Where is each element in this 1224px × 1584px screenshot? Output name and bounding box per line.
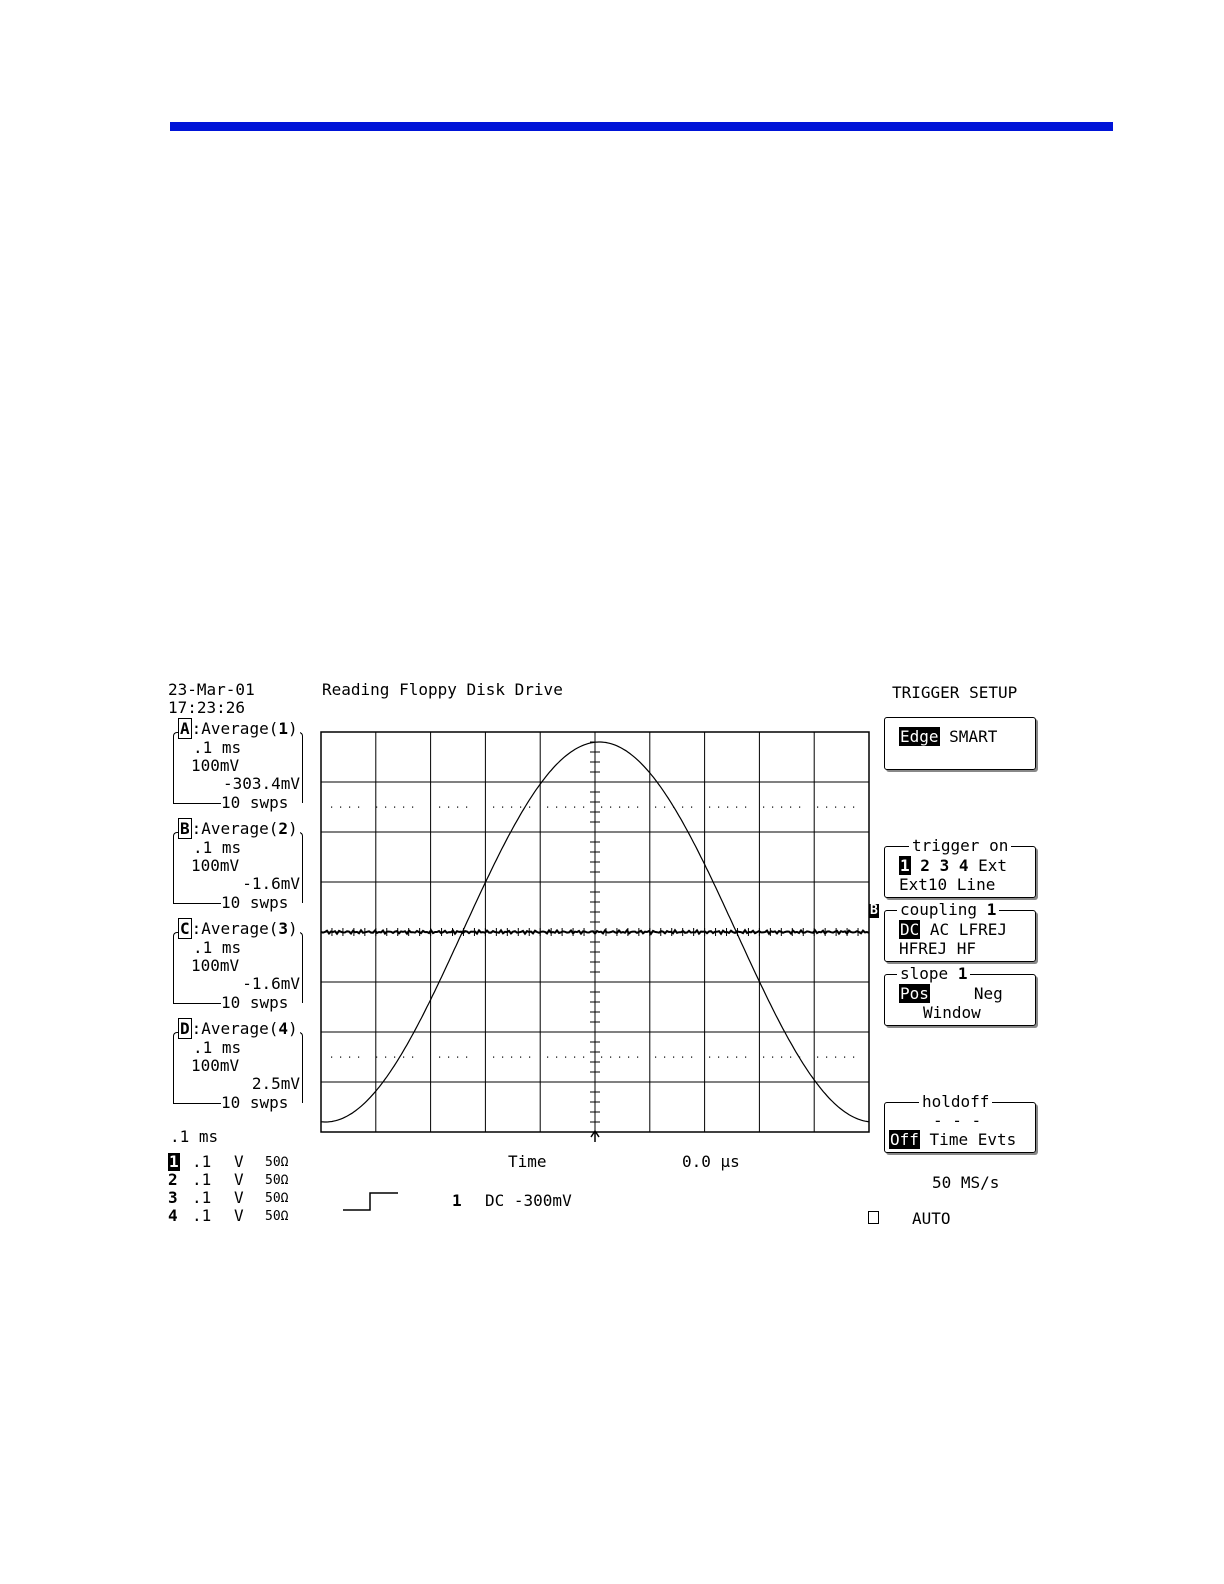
ref-dot	[610, 807, 611, 808]
channel-scale: .1	[192, 1170, 212, 1189]
ref-dot	[529, 1057, 530, 1058]
ref-dot	[385, 1057, 386, 1058]
ref-dot	[547, 1057, 548, 1058]
source-4-option[interactable]: 4	[958, 856, 969, 875]
slope-menu[interactable]	[884, 964, 1036, 1026]
ref-dot	[655, 807, 656, 808]
ref-dot	[790, 807, 791, 808]
trace-value: -1.6mV	[242, 974, 300, 993]
ref-dot	[772, 1057, 773, 1058]
ref-dot	[439, 1057, 440, 1058]
trigger-on-line2[interactable]: Ext10 Line	[899, 875, 996, 894]
trigger-sources[interactable]	[899, 857, 1007, 875]
trace-sweeps: 10 swps	[221, 793, 289, 812]
ref-dot	[664, 1057, 665, 1058]
trace-value: -1.6mV	[242, 874, 300, 893]
ref-dot	[574, 807, 575, 808]
trace-id: B	[180, 819, 190, 838]
waveform-grid[interactable]	[320, 722, 870, 1142]
source-3-option[interactable]: 3	[939, 856, 950, 875]
trace-function: :Average(	[191, 819, 279, 838]
ref-dot	[835, 1057, 836, 1058]
trace-value: -303.4mV	[222, 774, 300, 793]
ref-dot	[457, 807, 458, 808]
holdoff-value: - - -	[933, 1111, 982, 1130]
ref-dot	[448, 807, 449, 808]
ref-dot	[583, 807, 584, 808]
ref-dot	[520, 807, 521, 808]
edge-option[interactable]: Edge	[900, 727, 939, 746]
ref-dot	[628, 1057, 629, 1058]
header-rule	[170, 122, 1113, 131]
trace-sweeps: 10 swps	[221, 893, 289, 912]
ref-dot	[583, 1057, 584, 1058]
trigger-on-label: trigger on	[909, 838, 1011, 854]
coupling-line2[interactable]: HFREJ HF	[899, 939, 977, 958]
ref-dot	[628, 807, 629, 808]
coupling-channel: 1	[986, 900, 997, 919]
slope-label: slope	[900, 964, 949, 983]
ref-dot	[358, 807, 359, 808]
ref-dot	[709, 807, 710, 808]
ref-dot	[619, 1057, 620, 1058]
channel-impedance: 50Ω	[265, 1155, 289, 1170]
channel-scale: .1	[192, 1206, 212, 1225]
slope-channel: 1	[957, 964, 968, 983]
ref-dot	[718, 1057, 719, 1058]
channel-impedance: 50Ω	[265, 1209, 289, 1224]
trace-id: C	[180, 919, 190, 938]
ref-dot	[799, 807, 800, 808]
ref-dot	[529, 807, 530, 808]
trace-sweeps: 10 swps	[221, 1093, 289, 1112]
ref-dot	[565, 807, 566, 808]
ref-dot	[412, 807, 413, 808]
ref-dot	[817, 1057, 818, 1058]
trace-function: :Average(	[191, 919, 279, 938]
channel-unit: V	[234, 1152, 244, 1171]
ref-dot	[844, 1057, 845, 1058]
ref-dot	[790, 1057, 791, 1058]
ref-dot	[511, 1057, 512, 1058]
ref-dot	[844, 807, 845, 808]
ref-dot	[610, 1057, 611, 1058]
ref-dot	[457, 1057, 458, 1058]
ref-dot	[826, 1057, 827, 1058]
edge-trigger-icon	[342, 1190, 400, 1212]
ref-dot	[403, 807, 404, 808]
ref-dot	[781, 1057, 782, 1058]
trace-sweeps: 10 swps	[221, 993, 289, 1012]
ref-dot	[439, 807, 440, 808]
ref-dot	[547, 807, 548, 808]
ref-dot	[736, 1057, 737, 1058]
trace-id: A	[180, 719, 190, 738]
trace-timebase: .1 ms	[193, 938, 242, 957]
ref-dot	[493, 1057, 494, 1058]
smart-option[interactable]: SMART	[949, 727, 998, 746]
ref-dot	[511, 807, 512, 808]
ref-dot	[394, 807, 395, 808]
off-option[interactable]: Off	[890, 1130, 919, 1149]
coupling-options[interactable]: AC LFREJ	[929, 920, 1007, 939]
ref-dot	[358, 1057, 359, 1058]
holdoff-menu[interactable]	[884, 1092, 1036, 1153]
holdoff-label: holdoff	[919, 1094, 992, 1110]
ref-dot	[556, 1057, 557, 1058]
trigger-mode: AUTO	[912, 1209, 951, 1228]
channel-number: 2	[168, 1170, 178, 1189]
ref-dot	[466, 807, 467, 808]
timebase-label: .1 ms	[170, 1127, 219, 1146]
ref-dot	[664, 807, 665, 808]
ref-dot	[376, 807, 377, 808]
coupling-menu[interactable]	[884, 900, 1036, 962]
ref-dot	[619, 807, 620, 808]
ref-dot	[637, 807, 638, 808]
trace-function: :Average(	[191, 1019, 279, 1038]
pos-option[interactable]: Pos	[900, 984, 929, 1003]
neg-option[interactable]: Neg	[973, 984, 1003, 1003]
ref-dot	[727, 1057, 728, 1058]
ref-dot	[826, 807, 827, 808]
ref-dot	[376, 1057, 377, 1058]
trace-source: 1	[278, 719, 288, 738]
trace-timebase: .1 ms	[193, 838, 242, 857]
ref-dot	[394, 1057, 395, 1058]
trace-timebase: .1 ms	[193, 1038, 242, 1057]
window-option[interactable]: Window	[923, 1003, 981, 1022]
time-offset-value: 0.0 µs	[682, 1152, 740, 1171]
ref-dot	[637, 1057, 638, 1058]
ref-dot	[682, 1057, 683, 1058]
date-label: 23-Mar-01	[168, 680, 255, 699]
time-axis-label: Time	[508, 1152, 547, 1171]
ref-dot	[349, 1057, 350, 1058]
ref-dot	[772, 807, 773, 808]
trace-timebase: .1 ms	[193, 738, 242, 757]
trace-volts: 100mV	[191, 856, 240, 875]
ref-dot	[385, 807, 386, 808]
ref-dot	[556, 807, 557, 808]
trace-source: 4	[278, 1019, 288, 1038]
ref-dot	[691, 807, 692, 808]
trace-value: 2.5mV	[251, 1074, 300, 1093]
ref-dot	[655, 1057, 656, 1058]
ref-dot	[493, 807, 494, 808]
status-square-icon	[868, 1211, 879, 1224]
trigger-channel: 1	[452, 1191, 462, 1210]
ref-dot	[520, 1057, 521, 1058]
ref-dot	[763, 1057, 764, 1058]
ref-dot	[781, 807, 782, 808]
ref-dot	[502, 1057, 503, 1058]
ref-dot	[565, 1057, 566, 1058]
ref-dot	[340, 807, 341, 808]
ref-dot	[745, 807, 746, 808]
ref-dot	[412, 1057, 413, 1058]
channel-number: 4	[168, 1206, 178, 1225]
channel-unit: V	[234, 1188, 244, 1207]
time-label: 17:23:26	[168, 698, 246, 717]
ref-dot	[331, 1057, 332, 1058]
trace-marker-b: B	[870, 903, 878, 918]
trigger-type-menu[interactable]	[884, 717, 1036, 770]
channel-number: 3	[168, 1188, 178, 1207]
ref-dot	[331, 807, 332, 808]
trigger-info: DC -300mV	[485, 1191, 572, 1210]
channel-impedance: 50Ω	[265, 1173, 289, 1188]
ref-dot	[853, 1057, 854, 1058]
trace-id: D	[180, 1019, 190, 1038]
ref-dot	[727, 807, 728, 808]
ref-dot	[835, 807, 836, 808]
ref-dot	[682, 807, 683, 808]
ref-dot	[340, 1057, 341, 1058]
ref-dot	[709, 1057, 710, 1058]
channel-scale: .1	[192, 1152, 212, 1171]
ref-dot	[745, 1057, 746, 1058]
channel-scale: .1	[192, 1188, 212, 1207]
channel-impedance: 50Ω	[265, 1191, 289, 1206]
trace-volts: 100mV	[191, 756, 240, 775]
ref-dot	[466, 1057, 467, 1058]
channel-unit: V	[234, 1206, 244, 1225]
trace-source: 2	[278, 819, 288, 838]
menu-title: TRIGGER SETUP	[892, 683, 1018, 702]
channel-unit: V	[234, 1170, 244, 1189]
ref-dot	[763, 807, 764, 808]
ref-dot	[403, 1057, 404, 1058]
ref-dot	[574, 1057, 575, 1058]
ref-dot	[691, 1057, 692, 1058]
ref-dot	[601, 807, 602, 808]
trace-volts: 100mV	[191, 956, 240, 975]
source-2-option[interactable]: 2	[920, 856, 930, 875]
ref-dot	[448, 1057, 449, 1058]
channel-number: 1	[169, 1152, 179, 1171]
trace-function: :Average(	[191, 719, 279, 738]
sample-rate: 50 MS/s	[932, 1173, 1000, 1192]
ref-dot	[601, 1057, 602, 1058]
trace-volts: 100mV	[191, 1056, 240, 1075]
screen-title: Reading Floppy Disk Drive	[322, 680, 563, 699]
coupling-label: coupling	[900, 900, 978, 919]
ref-dot	[718, 807, 719, 808]
trigger-on-menu[interactable]	[884, 836, 1036, 898]
ref-dot	[736, 807, 737, 808]
dc-option[interactable]: DC	[900, 920, 920, 939]
ref-dot	[853, 807, 854, 808]
trace-source: 3	[278, 919, 288, 938]
ref-dot	[502, 807, 503, 808]
ref-dot	[349, 807, 350, 808]
ref-dot	[673, 1057, 674, 1058]
source-1-option[interactable]: 1	[900, 856, 910, 875]
ref-dot	[817, 807, 818, 808]
ext-option[interactable]: Ext	[978, 856, 1008, 875]
holdoff-options[interactable]: Time Evts	[929, 1130, 1017, 1149]
